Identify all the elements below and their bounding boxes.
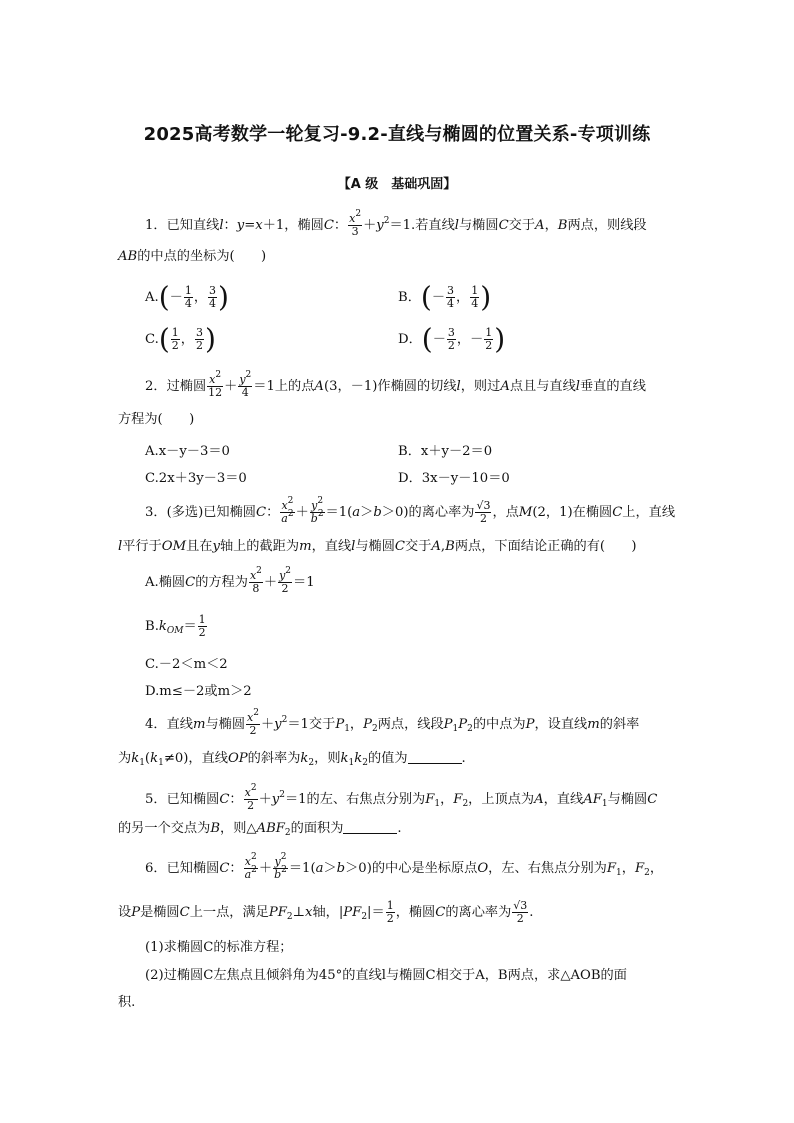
question-2-option-d: D．3x－y－10＝0 [398,471,510,486]
question-1-option-c: C.( $\frac{1}{2}$ ， $\frac{3}{2}$ ) [145,322,216,356]
question-1-option-d: D．(－ $\frac{3}{2}$ ，－ $\frac{1}{2}$ ) [398,322,506,356]
question-2-line-1: 2．过椭圆 $\frac{x^2}{12}$ ＋ $\frac{y^2}{4}$ ＝1上的点A(3，－1)作椭圆的切线l，则过A点且与直线l垂直的直线 [145,370,646,399]
question-6-line-2: 设P是椭圆C上一点，满足$PF_2\perp x$轴，$|PF_2|=$ $\frac{1}{2}$ ，椭圆C的离心率为 $\frac{√3}{2}$ . [118,899,534,925]
question-6-part-2-cont: 积. [118,995,136,1010]
question-1-line-1: 1．已知直线l：y=x＋1，椭圆C： $\frac{x^2}{3}$ $+y^2=1$.若直线l与椭圆C交于A，B两点，则线段 [145,209,647,238]
answer-blank[interactable] [408,749,462,764]
question-4-line-1: 4．直线m与椭圆 $\frac{x^2}{2}$ $+y^2=1$交于$P_1$，$P_2$两点，线段$P_1P_2$的中点为P，设直线m的斜率 [145,708,640,737]
question-6-part-2: (2)过椭圆C左焦点且倾斜角为45°的直线l与椭圆C相交于A，B两点，求△AOB的面 [145,968,627,983]
question-3-option-a: A.椭圆C的方程为 $\frac{x^2}{8}$ ＋ $\frac{y^2}{2}$ ＝1 [145,566,315,595]
question-1-line-2: AB的中点的坐标为( ) [118,249,267,264]
question-3-option-b: $B.k_{OM}=$ $\frac{1}{2}$ [145,613,206,639]
question-5-line-1: 5．已知椭圆C： $\frac{x^2}{2}$ $+y^2=1$的左、右焦点分别为$F_1$，$F_2$，上顶点为A，直线$AF_1$与椭圆C [145,783,658,812]
question-3-line-1: 3．(多选)已知椭圆C： $\frac{x^2}{a^2}$ ＋ $\frac{y^2}{b^2}$ ＝1(a＞b＞0)的离心率为 $\frac{√3}{2}$ ，点M(2，1)在椭圆C上，直线 [145,496,676,525]
question-3-option-c: C.－2＜m＜2 [145,657,228,672]
question-1-option-a: A.(－ $\frac{1}{4}$ ， $\frac{3}{4}$ ) [145,280,229,314]
question-6-line-1: 6．已知椭圆C： $\frac{x^2}{a^2}$ ＋ $\frac{y^2}{b^2}$ ＝1(a＞b＞0)的中心是坐标原点O，左、右焦点分别为$F_1$，$F_2$， [145,852,664,881]
question-1-option-b: B．(－ $\frac{3}{4}$ ， $\frac{1}{4}$ ) [398,280,492,314]
question-2-option-a: A.x－y－3＝0 [145,444,230,459]
question-2-option-b: B．x＋y－2＝0 [398,444,493,459]
question-2-option-c: C.2x＋3y－3＝0 [145,471,247,486]
answer-blank[interactable] [343,819,397,834]
document-title: 2025高考数学一轮复习-9.2-直线与椭圆的位置关系-专项训练 [143,124,651,145]
question-3-option-d: D.m≤－2或m＞2 [145,684,252,699]
section-heading: 【A 级 基础巩固】 [337,177,457,192]
question-3-line-2: l平行于OM且在y轴上的截距为m，直线l与椭圆C交于A,B两点，下面结论正确的有( ) [118,539,637,554]
question-4-line-2: 为$k_1(k_1\ne 0)$，直线OP的斜率为$k_2$，则$k_1k_2$的值为 . [118,751,466,768]
question-2-line-2: 方程为( ) [118,412,195,427]
question-6-part-1: (1)求椭圆C的标准方程； [145,940,293,955]
question-5-line-2: 的另一个交点为B，则$\triangle ABF_2$的面积为 . [118,821,402,838]
